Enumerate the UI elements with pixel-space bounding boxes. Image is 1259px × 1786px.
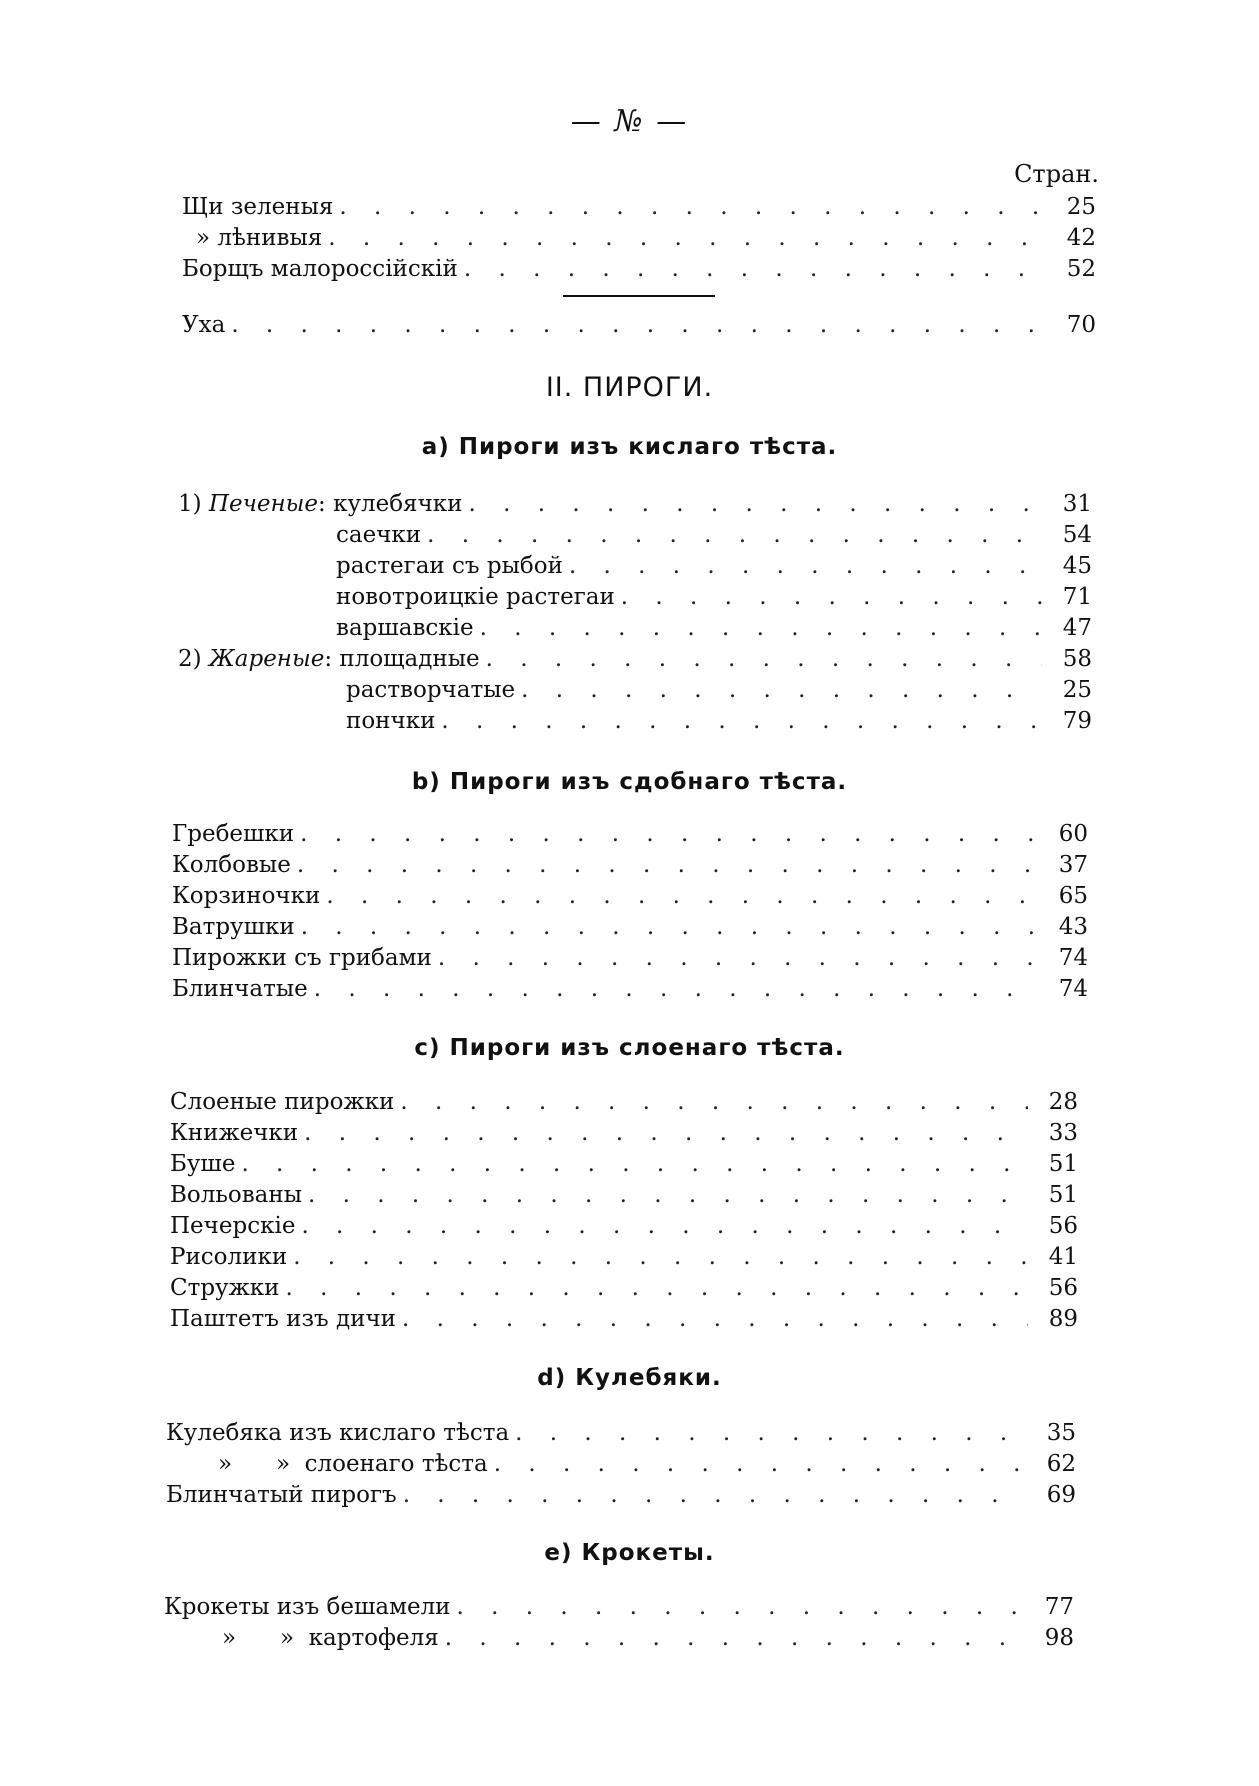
toc-row — [170, 1304, 1078, 1334]
toc-label: Борщъ малороссійскій — [182, 256, 458, 282]
toc-page: 56 — [1048, 1213, 1078, 1239]
toc-label: Буше — [170, 1151, 236, 1177]
toc-page: 54 — [1062, 522, 1092, 548]
toc-page: 51 — [1048, 1182, 1078, 1208]
toc-page: 89 — [1048, 1306, 1078, 1332]
toc-label: Слоеные пирожки — [170, 1089, 395, 1115]
leader-dots — [300, 819, 1038, 849]
leader-dots — [304, 1118, 1028, 1148]
toc-row — [172, 943, 1088, 973]
toc-label: Вольованы — [170, 1182, 303, 1208]
leader-dots — [285, 1273, 1028, 1303]
item-label: кулебячки — [333, 491, 463, 517]
leader-dots — [486, 644, 1042, 674]
subsection-title-b: b) Пироги изъ сдобнаго тѣста. — [411, 769, 848, 795]
leader-dots — [402, 1304, 1028, 1334]
separator-rule — [563, 295, 715, 297]
subsection-title-a: a) Пироги изъ кислаго тѣста. — [421, 434, 838, 460]
toc-label: новотроицкіе растегаи — [336, 584, 615, 610]
toc-row — [218, 1449, 1076, 1479]
toc-row — [178, 489, 1092, 519]
toc-row — [164, 1592, 1074, 1622]
leader-dots — [314, 974, 1038, 1004]
group-prefix: 2) — [178, 646, 209, 672]
toc-row — [172, 912, 1088, 942]
toc-page: 98 — [1044, 1625, 1074, 1651]
subsection-title-c: c) Пироги изъ слоенаго тѣста. — [414, 1035, 845, 1061]
toc-label: Колбовые — [172, 852, 291, 878]
toc-row — [170, 1087, 1078, 1117]
leader-dots — [569, 551, 1042, 581]
toc-label: » лѣнивыя — [196, 225, 323, 251]
toc-page: 65 — [1058, 883, 1088, 909]
leader-dots — [521, 675, 1042, 705]
leader-dots — [339, 192, 1046, 222]
toc-page: 77 — [1044, 1594, 1074, 1620]
toc-label: » » слоенаго тѣста — [218, 1451, 488, 1477]
toc-label: Пирожки съ грибами — [172, 945, 432, 971]
toc-row — [170, 1273, 1078, 1303]
toc-row — [166, 1418, 1076, 1448]
leader-dots — [621, 582, 1042, 612]
toc-label: растегаи съ рыбой — [336, 553, 563, 579]
toc-page: 74 — [1058, 976, 1088, 1002]
toc-row — [336, 613, 1092, 643]
toc-label: Уха — [182, 312, 226, 338]
page-number: — № — — [570, 104, 689, 139]
toc-page: 25 — [1066, 194, 1096, 220]
toc-page: 47 — [1062, 615, 1092, 641]
leader-dots — [438, 943, 1038, 973]
toc-label: Печерскіе — [170, 1213, 296, 1239]
toc-row — [222, 1623, 1074, 1653]
toc-page: 71 — [1062, 584, 1092, 610]
leader-dots — [468, 489, 1042, 519]
toc-page: 28 — [1048, 1089, 1078, 1115]
leader-dots — [308, 1180, 1028, 1210]
toc-page: 35 — [1046, 1420, 1076, 1446]
leader-dots — [400, 1087, 1028, 1117]
leader-dots — [427, 520, 1042, 550]
toc-row — [336, 520, 1092, 550]
toc-page: 58 — [1062, 646, 1092, 672]
toc-label: растворчатые — [346, 677, 516, 703]
toc-label: варшавскіе — [336, 615, 474, 641]
page-column-label: Стран. — [1014, 160, 1099, 188]
leader-dots — [301, 1211, 1028, 1241]
toc-page: 42 — [1066, 225, 1096, 251]
toc-label: Блинчатые — [172, 976, 308, 1002]
toc-label: Ватрушки — [172, 914, 295, 940]
toc-page: 69 — [1046, 1482, 1076, 1508]
leader-dots — [445, 1623, 1024, 1653]
leader-dots — [231, 310, 1046, 340]
toc-page: 74 — [1058, 945, 1088, 971]
leader-dots — [494, 1449, 1026, 1479]
group-label: Печеные — [208, 491, 319, 517]
toc-page: 45 — [1062, 553, 1092, 579]
leader-dots — [293, 1242, 1028, 1272]
toc-label: Гребешки — [172, 821, 295, 847]
toc-page: 52 — [1066, 256, 1096, 282]
toc-page: 37 — [1058, 852, 1088, 878]
toc-label: Рисолики — [170, 1244, 288, 1270]
toc-page: 51 — [1048, 1151, 1078, 1177]
toc-row — [182, 192, 1096, 222]
toc-page: 25 — [1062, 677, 1092, 703]
toc-page: 70 — [1066, 312, 1096, 338]
toc-row — [182, 254, 1096, 284]
leader-dots — [301, 912, 1038, 942]
toc-row — [172, 819, 1088, 849]
toc-page: 62 — [1046, 1451, 1076, 1477]
toc-page: 33 — [1048, 1120, 1078, 1146]
toc-row — [170, 1149, 1078, 1179]
toc-row — [172, 974, 1088, 1004]
toc-label: Паштетъ изъ дичи — [170, 1306, 397, 1332]
subsection-title-d: d) Кулебяки. — [537, 1365, 722, 1391]
group-prefix: 1) — [178, 491, 209, 517]
toc-label: 2) Жареные: площадные — [178, 646, 480, 672]
toc-row — [172, 881, 1088, 911]
toc-row — [346, 675, 1092, 705]
toc-row — [172, 850, 1088, 880]
leader-dots — [241, 1149, 1028, 1179]
toc-page: 41 — [1048, 1244, 1078, 1270]
toc-label: саечки — [336, 522, 422, 548]
leader-dots — [480, 613, 1042, 643]
toc-label: Кулебяка изъ кислаго тѣста — [166, 1420, 510, 1446]
toc-row — [170, 1118, 1078, 1148]
toc-page: 79 — [1062, 708, 1092, 734]
toc-label: Корзиночки — [172, 883, 321, 909]
toc-row — [178, 644, 1092, 674]
toc-row — [196, 223, 1096, 253]
subsection-title-e: e) Крокеты. — [544, 1540, 715, 1566]
toc-row — [182, 310, 1096, 340]
group-label: Жареные — [208, 646, 325, 672]
toc-label: Блинчатый пирогъ — [166, 1482, 397, 1508]
leader-dots — [326, 881, 1038, 911]
toc-label: Щи зеленыя — [182, 194, 334, 220]
leader-dots — [515, 1418, 1026, 1448]
leader-dots — [403, 1480, 1026, 1510]
toc-row — [346, 706, 1092, 736]
leader-dots — [464, 254, 1046, 284]
toc-label: пончки — [346, 708, 436, 734]
toc-page: 60 — [1058, 821, 1088, 847]
toc-label: Стружки — [170, 1275, 280, 1301]
leader-dots — [328, 223, 1046, 253]
toc-page: 43 — [1058, 914, 1088, 940]
toc-label: 1) Печеные: кулебячки — [178, 491, 463, 517]
leader-dots — [297, 850, 1038, 880]
item-label: площадные — [339, 646, 480, 672]
toc-label: Крокеты изъ бешамели — [164, 1594, 451, 1620]
toc-label: » » картофеля — [222, 1625, 439, 1651]
toc-row — [166, 1480, 1076, 1510]
toc-row — [336, 582, 1092, 612]
section-title: II. ПИРОГИ. — [545, 372, 714, 403]
toc-label: Книжечки — [170, 1120, 299, 1146]
toc-row — [170, 1180, 1078, 1210]
toc-page: 31 — [1062, 491, 1092, 517]
toc-page: 56 — [1048, 1275, 1078, 1301]
leader-dots — [441, 706, 1042, 736]
leader-dots — [457, 1592, 1024, 1622]
toc-row — [170, 1211, 1078, 1241]
toc-row — [336, 551, 1092, 581]
toc-row — [170, 1242, 1078, 1272]
